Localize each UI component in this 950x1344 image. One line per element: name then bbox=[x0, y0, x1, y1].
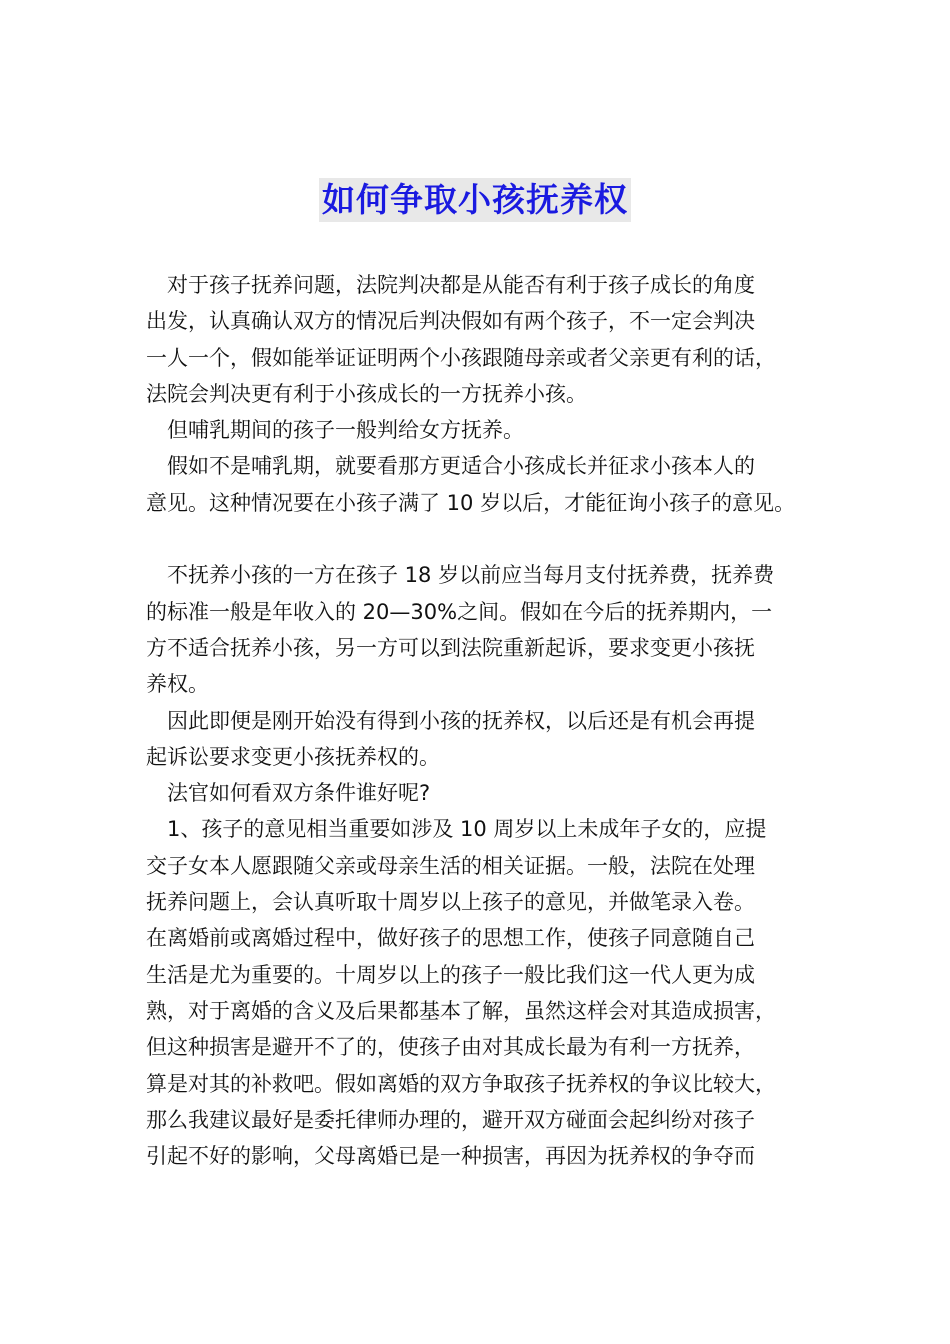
text-line: 意见。这种情况要在小孩子满了 10 岁以后，才能征询小孩子的意见。 bbox=[146, 490, 796, 515]
text-line: 交子女本人愿跟随父亲或母亲生活的相关证据。一般，法院在处理 bbox=[146, 853, 755, 878]
text-line: 对于孩子抚养问题，法院判决都是从能否有利于孩子成长的角度 bbox=[167, 273, 755, 297]
document-body bbox=[146, 267, 818, 1174]
text-line: 熟，对于离婚的含义及后果都基本了解，虽然这样会对其造成损害， bbox=[146, 998, 776, 1023]
text-line: 起诉讼要求变更小孩抚养权的。 bbox=[146, 744, 440, 769]
text-line: 但这种损害是避开不了的，使孩子由对其成长最为有利一方抚养， bbox=[146, 1035, 755, 1060]
blank-line bbox=[146, 521, 818, 557]
text-line: 养权。 bbox=[146, 672, 209, 697]
text-line: 法官如何看双方条件谁好呢? bbox=[167, 781, 431, 806]
text-line: 法院会判决更有利于小孩成长的一方抚养小孩。 bbox=[146, 381, 587, 406]
text-line: 抚养问题上，会认真听取十周岁以上孩子的意见，并做笔录入卷。 bbox=[146, 890, 755, 915]
text-line: 不抚养小孩的一方在孩子 18 岁以前应当每月支付抚养费，抚养费 bbox=[167, 563, 775, 588]
text-line: 生活是尤为重要的。十周岁以上的孩子一般比我们这一代人更为成 bbox=[146, 962, 755, 987]
text-line: 的标准一般是年收入的 20—30%之间。假如在今后的抚养期内，一 bbox=[146, 599, 773, 624]
text-line: 在离婚前或离婚过程中，做好孩子的思想工作，使孩子同意随自己 bbox=[146, 926, 755, 951]
text-line: 一人一个，假如能举证证明两个小孩跟随母亲或者父亲更有利的话， bbox=[146, 345, 776, 370]
text-line: 算是对其的补救吧。假如离婚的双方争取孩子抚养权的争议比较大， bbox=[146, 1071, 776, 1096]
title-container bbox=[0, 178, 950, 222]
text-line: 引起不好的影响，父母离婚已是一种损害，再因为抚养权的争夺而 bbox=[146, 1144, 755, 1169]
text-line: 假如不是哺乳期，就要看那方更适合小孩成长并征求小孩本人的 bbox=[167, 454, 755, 479]
text-line: 出发，认真确认双方的情况后判决假如有两个孩子，不一定会判决 bbox=[146, 309, 755, 334]
text-line: 那么我建议最好是委托律师办理的，避开双方碰面会起纠纷对孩子 bbox=[146, 1107, 755, 1132]
text-line: 因此即便是刚开始没有得到小孩的抚养权，以后还是有机会再提 bbox=[167, 708, 755, 733]
document-title: 如何争取小孩抚养权 bbox=[319, 178, 631, 222]
text-line: 但哺乳期间的孩子一般判给女方抚养。 bbox=[167, 418, 524, 443]
text-line: 方不适合抚养小孩，另一方可以到法院重新起诉，要求变更小孩抚 bbox=[146, 635, 755, 660]
text-line: 1、孩子的意见相当重要如涉及 10 周岁以上未成年子女的，应提 bbox=[167, 817, 767, 842]
